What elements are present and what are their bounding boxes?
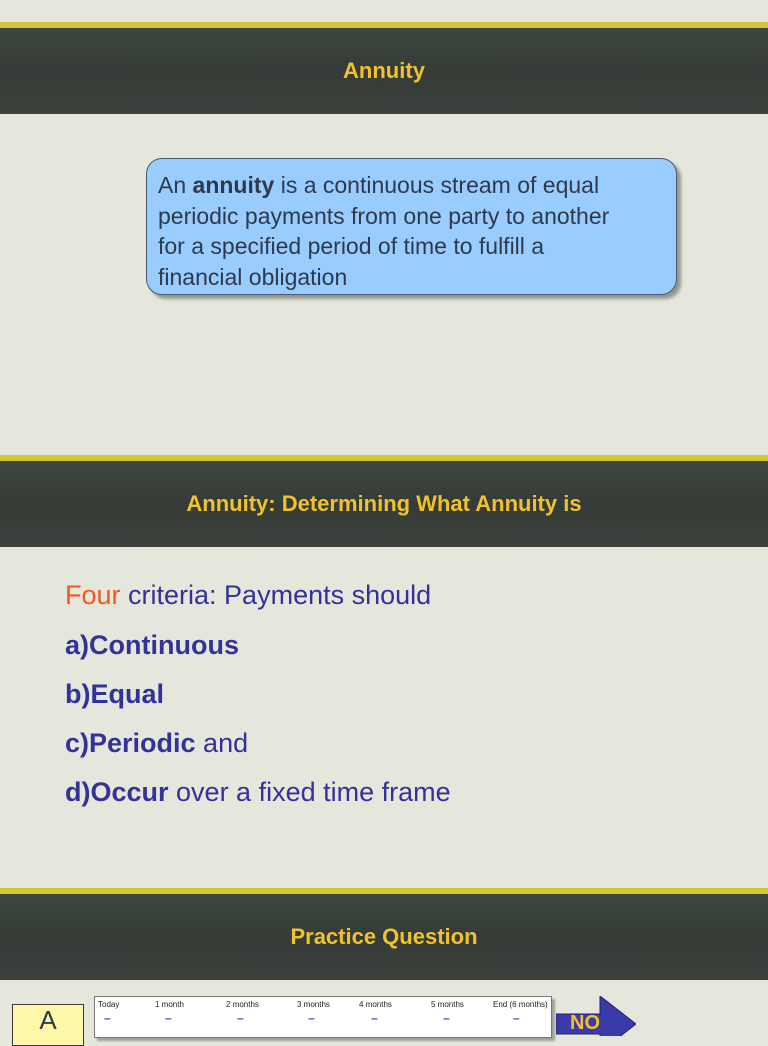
criteria-count: Four <box>65 580 121 610</box>
slide-title: Annuity <box>343 58 425 83</box>
definition-line2: periodic payments from one party to another <box>158 202 610 229</box>
timeline-mark: – <box>237 1011 244 1025</box>
criteria-item <box>65 679 164 710</box>
definition-line4: financial obligation <box>158 263 348 290</box>
timeline-mark: – <box>308 1011 315 1025</box>
definition-term: annuity <box>192 172 275 198</box>
timeline-mark: – <box>165 1011 172 1025</box>
criteria-intro <box>65 580 431 611</box>
criteria-item <box>65 630 239 661</box>
slide-header <box>0 894 768 980</box>
criteria-item-label: c)Periodic <box>65 728 196 758</box>
slide-header <box>0 461 768 547</box>
criteria-item <box>65 728 248 759</box>
timeline-mark: – <box>513 1011 520 1025</box>
slide-criteria <box>0 433 768 866</box>
slide-header <box>0 28 768 114</box>
timeline-label: 2 months <box>226 1000 259 1009</box>
criteria-intro-text: criteria: Payments should <box>120 580 432 610</box>
criteria-item-label: d)Occur <box>65 777 169 807</box>
criteria-item-label: a)Continuous <box>65 630 239 660</box>
criteria-item-suffix: over a fixed time frame <box>168 777 451 807</box>
answer-option-box <box>12 1004 84 1046</box>
answer-option-letter: A <box>39 1005 57 1035</box>
arrow-label: NO <box>570 1012 600 1034</box>
definition-prefix: An <box>158 172 193 198</box>
slide-title: Annuity: Determining What Annuity is <box>186 491 582 516</box>
payment-timeline <box>94 996 552 1038</box>
criteria-item-label: b)Equal <box>65 679 164 709</box>
timeline-label: Today <box>98 1000 120 1009</box>
timeline-mark: – <box>443 1011 450 1025</box>
criteria-item <box>65 777 451 808</box>
criteria-item-suffix: and <box>195 728 249 758</box>
timeline-mark: – <box>371 1011 378 1025</box>
definition-box <box>146 158 677 295</box>
timeline-label: End (6 months) <box>493 1000 548 1009</box>
timeline-label: 1 month <box>155 1000 184 1009</box>
definition-line3: for a specified period of time to fulfill a <box>158 233 545 259</box>
timeline-label: 4 months <box>359 1000 392 1009</box>
timeline-label: 3 months <box>297 1000 330 1009</box>
timeline-mark: – <box>104 1011 111 1025</box>
timeline-label: 5 months <box>431 1000 464 1009</box>
slide-annuity <box>0 0 768 433</box>
slide-title: Practice Question <box>290 924 478 949</box>
definition-line1: is a continuous stream of equal <box>274 172 600 198</box>
